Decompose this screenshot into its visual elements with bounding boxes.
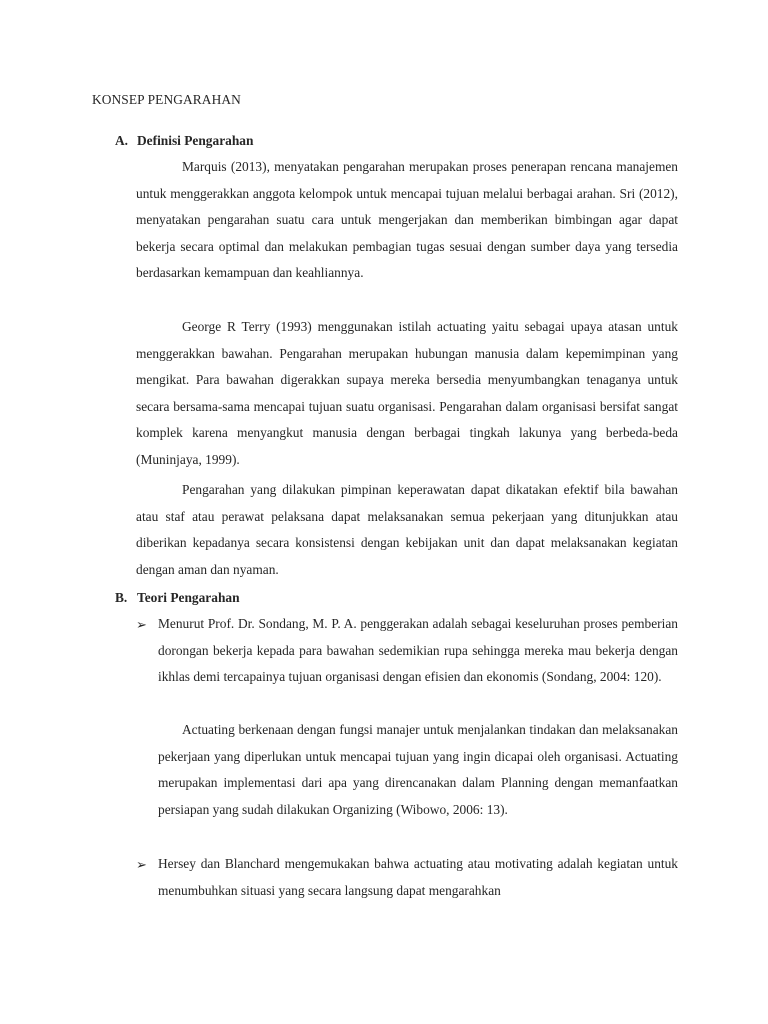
paragraph-actuating: Actuating berkenaan dengan fungsi manajer untuk menjalankan tindakan dan melaksanakan pekerjaan yang diperlukan untuk mencapai tujuan yang ingin dicapai oleh organisasi. Actuating merupakan implementasi dari apa yang direncanakan dalam Planning dengan memanfaatkan persiapan yang sudah dilakukan Organizing (Wibowo, 2006: 13). (158, 722, 678, 817)
document-title: KONSEP PENGARAHAN (92, 92, 241, 107)
paragraph-marquis: Marquis (2013), menyatakan pengarahan merupakan proses penerapan rencana manajemen untuk menggerakkan anggota kelompok untuk mencapai tujuan melalui berbagai arahan. Sri (2012), menyatakan pengarahan suatu cara untuk mengerjakan dan memberikan bimbingan agar dapat bekerja secara optimal dan melakukan pembagian tugas sesuai dengan sumber daya yang tersedia berdasarkan kemampuan dan keahliannya. (136, 159, 678, 281)
paragraph-efektif: Pengarahan yang dilakukan pimpinan keperawatan dapat dikatakan efektif bila bawahan atau staf atau perawat pelaksana dapat melaksanakan semua pekerjaan yang ditunjukkan atau diberikan kepadanya secara konsistensi dengan kebijakan unit dan dapat melaksanakan kegiatan dengan aman dan nyaman. (136, 482, 678, 577)
section-a-title: Definisi Pengarahan (137, 133, 254, 148)
section-a-label: A. (115, 133, 129, 148)
section-b-label: B. (115, 590, 128, 605)
bullet-hersey: Hersey dan Blanchard mengemukakan bahwa actuating atau motivating adalah kegiatan untuk menumbuhkan situasi yang secara langsung dapat mengarahkan (158, 856, 678, 898)
section-b-heading (115, 590, 240, 606)
bullet-sondang: Menurut Prof. Dr. Sondang, M. P. A. penggerakan adalah sebagai keseluruhan proses pemberian dorongan bekerja kepada para bawahan sedemikian rupa sehingga mereka mau bekerja dengan ikhlas demi tercapainya tujuan organisasi dengan efisien dan ekonomis (Sondang, 2004: 120). (158, 616, 678, 685)
paragraph-terry: George R Terry (1993) menggunakan istilah actuating yaitu sebagai upaya atasan untuk menggerakkan bawahan. Pengarahan merupakan hubungan manusia dalam kepemimpinan yang mengikat. Para bawahan digerakkan supaya mereka bersedia menyumbangkan tenaganya untuk secara bersama-sama mencapai tujuan suatu organisasi. Pengarahan dalam organisasi bersifat sangat komplek karena menyangkut manusia dengan berbagai tingkah lakunya yang berbeda-beda (Muninjaya, 1999). (136, 319, 678, 467)
bullet-arrow-icon: ➢ (136, 857, 147, 872)
section-b-title: Teori Pengarahan (137, 590, 240, 605)
bullet-arrow-icon: ➢ (136, 617, 147, 632)
section-a-heading (115, 133, 253, 149)
